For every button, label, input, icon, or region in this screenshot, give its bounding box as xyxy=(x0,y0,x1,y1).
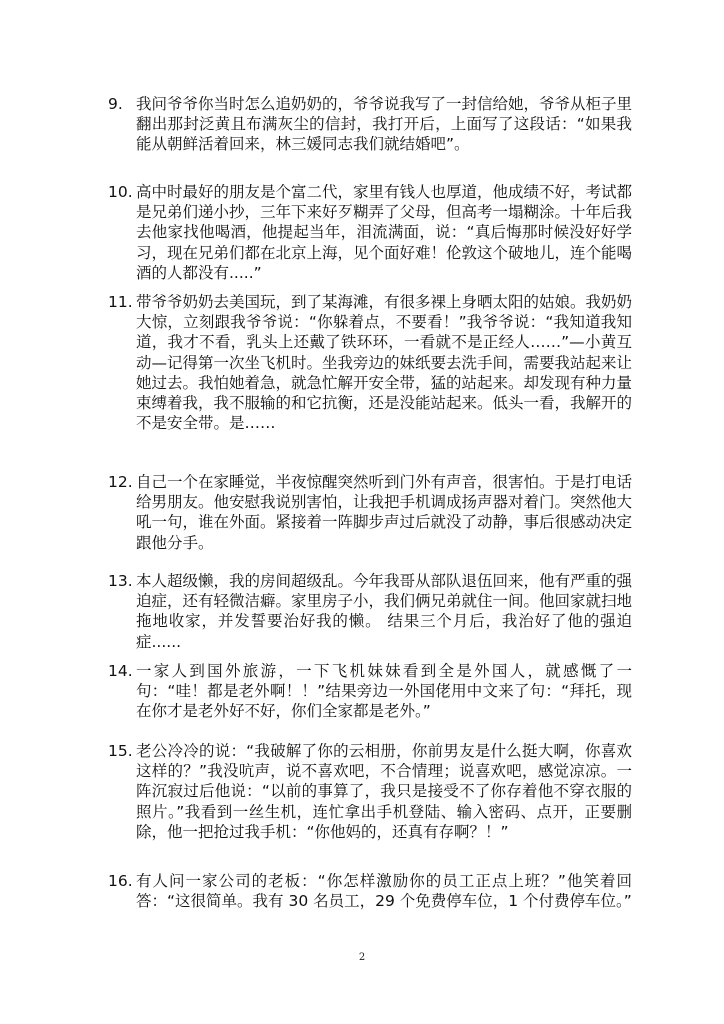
list-item xyxy=(108,292,632,433)
item-text: 一家人到国外旅游，一下飞机妹妹看到全是外国人，就感慨了一句：“哇！都是老外啊！！”结果旁边一外国佬用中文来了句：“拜托，现在你才是老外好不好，你们全家都是老外。” xyxy=(136,662,632,721)
item-number: 14. xyxy=(108,662,133,680)
item-number: 11. xyxy=(108,293,133,311)
item-text: 自己一个在家睡觉，半夜惊醒突然听到门外有声音，很害怕。于是打电话给男朋友。他安慰我说别害怕，让我把手机调成扬声器对着门。突然他大吼一句，谁在外面。紧接着一阵脚步声过后就没了动静，事后很感动决定跟他分手。 xyxy=(136,473,633,552)
list-item xyxy=(108,871,632,911)
item-number: 15. xyxy=(108,742,133,760)
list-item xyxy=(108,571,632,652)
item-text: 有人问一家公司的老板：“你怎样激励你的员工正点上班？”他笑着回答：“这很简单。我有 30 名员工，29 个免费停车位，1 个付费停车位。” xyxy=(136,872,632,911)
item-text: 本人超级懒，我的房间超级乱。今年我哥从部队退伍回来，他有严重的强迫症，还有轻微洁癖。家里房子小，我们俩兄弟就住一间。他回家就扫地拖地收家，并发誓要治好我的懒。 结果三个月后，我治好了他的强迫症...... xyxy=(136,572,633,651)
list-item xyxy=(108,182,632,283)
list-item xyxy=(108,661,632,722)
item-text: 我问爷爷你当时怎么追奶奶的，爷爷说我写了一封信给她，爷爷从柜子里翻出那封泛黄且布满灰尘的信封，我打开后，上面写了这段话：“如果我能从朝鲜活着回来，林三媛同志我们就结婚吧”。 xyxy=(136,95,633,154)
list-item xyxy=(108,472,632,553)
item-number: 16. xyxy=(108,872,133,890)
list-item xyxy=(108,94,632,155)
item-number: 12. xyxy=(108,473,133,491)
item-number: 13. xyxy=(108,572,133,590)
item-text: 高中时最好的朋友是个富二代，家里有钱人也厚道，他成绩不好，考试都是兄弟们递小抄，三年下来好歹糊弄了父母，但高考一塌糊涂。十年后我去他家找他喝酒，他提起当年，泪流满面，说：“真后悔那时候没好好学习，现在兄弟们都在北京上海，见个面好难！伦敦这个破地儿，连个能喝酒的人都没有.....” xyxy=(136,183,633,282)
item-number: 10. xyxy=(108,183,133,201)
list-item xyxy=(108,741,632,842)
item-number: 9. xyxy=(108,95,123,113)
item-text: 老公冷冷的说：“我破解了你的云相册，你前男友是什么挺大啊，你喜欢这样的？”我没吭声，说不喜欢吧，不合情理；说喜欢吧，感觉凉凉。一阵沉寂过后他说：“以前的事算了，我只是接受不了你存着他不穿衣服的照片。”我看到一丝生机，连忙拿出手机登陆、输入密码、点开，正要删除，他一把抢过我手机：“你他妈的，还真有存啊？！” xyxy=(136,742,632,841)
page-number: 2 xyxy=(358,952,366,963)
item-text: 带爷爷奶奶去美国玩，到了某海滩，有很多裸上身晒太阳的姑娘。我奶奶大惊，立刻跟我爷爷说：“你躲着点，不要看！”我爷爷说：“我知道我知道，我才不看，乳头上还戴了铁环环，一看就不是正经人……”—小黄互动—记得第一次坐飞机时。坐我旁边的妹纸要去洗手间，需要我站起来让她过去。我怕她着急，就急忙解开安全带，猛的站起来。却发现有种力量束缚着我，我不服输的和它抗衡，还是没能站起来。低头一看，我解开的不是安全带。是…… xyxy=(136,293,633,433)
